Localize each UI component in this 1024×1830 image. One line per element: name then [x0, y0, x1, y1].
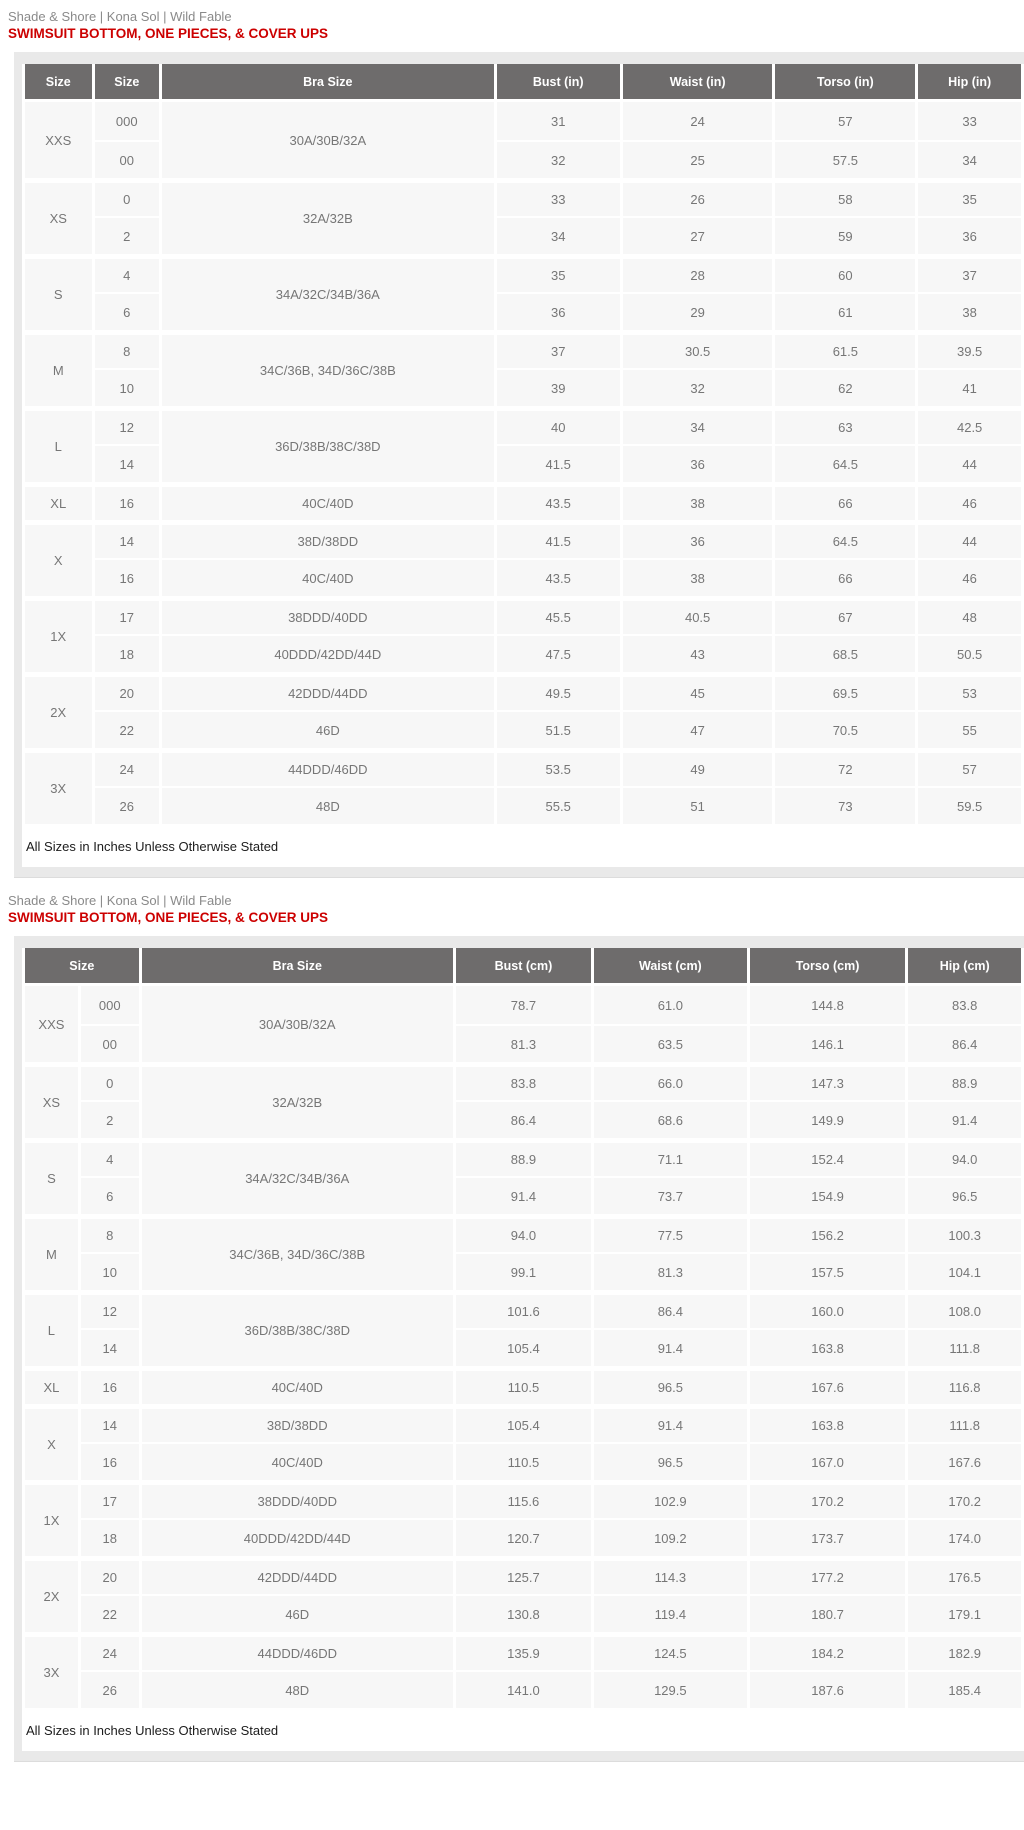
measure-cell: 160.0 [750, 1290, 906, 1328]
measure-cell: 57 [918, 748, 1021, 786]
column-header: Torso (in) [775, 64, 915, 102]
bra-size-cell: 44DDD/46DD [142, 1632, 453, 1670]
measure-cell: 96.5 [594, 1366, 747, 1404]
size-num-cell: 16 [81, 1442, 139, 1480]
size-chart-container-cm [14, 936, 1024, 1762]
measure-cell: 157.5 [750, 1252, 906, 1290]
column-header: Size [25, 64, 92, 102]
size-num-cell: 20 [95, 672, 160, 710]
measure-cell: 88.9 [456, 1138, 591, 1176]
size-num-cell: 17 [95, 596, 160, 634]
size-num-cell: 22 [95, 710, 160, 748]
size-num-cell: 14 [95, 444, 160, 482]
size-num-cell: 2 [95, 216, 160, 254]
measure-cell: 57.5 [775, 140, 915, 178]
measure-cell: 47 [623, 710, 773, 748]
measure-cell: 36 [623, 444, 773, 482]
measure-cell: 170.2 [908, 1480, 1021, 1518]
table-row [25, 330, 1021, 368]
bra-size-cell: 38DDD/40DD [142, 1480, 453, 1518]
measure-cell: 111.8 [908, 1404, 1021, 1442]
measure-cell: 163.8 [750, 1328, 906, 1366]
size-num-cell: 000 [81, 986, 139, 1024]
measure-cell: 110.5 [456, 1366, 591, 1404]
measure-cell: 59.5 [918, 786, 1021, 824]
size-group-cell: X [25, 1404, 78, 1480]
size-num-cell: 8 [95, 330, 160, 368]
table-row [25, 178, 1021, 216]
measure-cell: 94.0 [908, 1138, 1021, 1176]
size-num-cell: 0 [95, 178, 160, 216]
measure-cell: 36 [918, 216, 1021, 254]
measure-cell: 32 [497, 140, 620, 178]
table-row [25, 1404, 1021, 1442]
size-group-cell: XS [25, 178, 92, 254]
measure-cell: 57 [775, 102, 915, 140]
measure-cell: 61 [775, 292, 915, 330]
table-row [25, 558, 1021, 596]
page-head [0, 884, 1024, 936]
measure-cell: 83.8 [908, 986, 1021, 1024]
measure-cell: 55 [918, 710, 1021, 748]
measure-cell: 31 [497, 102, 620, 140]
measure-cell: 177.2 [750, 1556, 906, 1594]
table-row [25, 748, 1021, 786]
bra-size-cell: 48D [162, 786, 494, 824]
size-num-cell: 16 [95, 558, 160, 596]
size-num-cell: 18 [81, 1518, 139, 1556]
measure-cell: 96.5 [594, 1442, 747, 1480]
measure-cell: 43.5 [497, 558, 620, 596]
size-group-cell: XXS [25, 986, 78, 1062]
measure-cell: 170.2 [750, 1480, 906, 1518]
measure-cell: 167.6 [750, 1366, 906, 1404]
measure-cell: 147.3 [750, 1062, 906, 1100]
size-num-cell: 17 [81, 1480, 139, 1518]
measure-cell: 185.4 [908, 1670, 1021, 1708]
size-num-cell: 2 [81, 1100, 139, 1138]
measure-cell: 104.1 [908, 1252, 1021, 1290]
column-header: Size [25, 948, 139, 986]
measure-cell: 58 [775, 178, 915, 216]
table-row [25, 1442, 1021, 1480]
measure-cell: 44 [918, 520, 1021, 558]
size-group-cell: XL [25, 1366, 78, 1404]
table-row [25, 520, 1021, 558]
bra-size-cell: 42DDD/44DD [162, 672, 494, 710]
measure-cell: 101.6 [456, 1290, 591, 1328]
measure-cell: 149.9 [750, 1100, 906, 1138]
table-panel [22, 64, 1024, 867]
size-group-cell: S [25, 1138, 78, 1214]
measure-cell: 41 [918, 368, 1021, 406]
measure-cell: 91.4 [594, 1328, 747, 1366]
measure-cell: 35 [918, 178, 1021, 216]
table-row [25, 1594, 1021, 1632]
measure-cell: 108.0 [908, 1290, 1021, 1328]
measure-cell: 70.5 [775, 710, 915, 748]
measure-cell: 64.5 [775, 520, 915, 558]
size-num-cell: 10 [95, 368, 160, 406]
size-num-cell: 16 [95, 482, 160, 520]
measure-cell: 135.9 [456, 1632, 591, 1670]
measure-cell: 96.5 [908, 1176, 1021, 1214]
column-header: Hip (in) [918, 64, 1021, 102]
size-num-cell: 6 [95, 292, 160, 330]
measure-cell: 156.2 [750, 1214, 906, 1252]
measure-cell: 38 [918, 292, 1021, 330]
measure-cell: 73 [775, 786, 915, 824]
measure-cell: 129.5 [594, 1670, 747, 1708]
measure-cell: 61.0 [594, 986, 747, 1024]
measure-cell: 163.8 [750, 1404, 906, 1442]
size-num-cell: 12 [95, 406, 160, 444]
bra-size-cell: 34A/32C/34B/36A [142, 1138, 453, 1214]
size-num-cell: 12 [81, 1290, 139, 1328]
column-header: Bust (cm) [456, 948, 591, 986]
size-num-cell: 6 [81, 1176, 139, 1214]
measure-cell: 45.5 [497, 596, 620, 634]
column-header: Waist (cm) [594, 948, 747, 986]
measure-cell: 86.4 [908, 1024, 1021, 1062]
table-row [25, 710, 1021, 748]
measure-cell: 36 [623, 520, 773, 558]
measure-cell: 67 [775, 596, 915, 634]
measure-cell: 46 [918, 482, 1021, 520]
measure-cell: 49.5 [497, 672, 620, 710]
measure-cell: 114.3 [594, 1556, 747, 1594]
measure-cell: 167.0 [750, 1442, 906, 1480]
measure-cell: 81.3 [456, 1024, 591, 1062]
measure-cell: 66.0 [594, 1062, 747, 1100]
table-row [25, 786, 1021, 824]
measure-cell: 110.5 [456, 1442, 591, 1480]
measure-cell: 141.0 [456, 1670, 591, 1708]
table-row [25, 1480, 1021, 1518]
page-head [0, 0, 1024, 52]
brand-line: Shade & Shore | Kona Sol | Wild Fable [8, 893, 232, 908]
size-num-cell: 4 [81, 1138, 139, 1176]
measure-cell: 167.6 [908, 1442, 1021, 1480]
table-row [25, 1518, 1021, 1556]
measure-cell: 34 [623, 406, 773, 444]
column-header: Bra Size [142, 948, 453, 986]
section-cm [0, 884, 1024, 1762]
table-row [25, 406, 1021, 444]
measure-cell: 25 [623, 140, 773, 178]
measure-cell: 86.4 [594, 1290, 747, 1328]
size-num-cell: 00 [95, 140, 160, 178]
measure-cell: 73.7 [594, 1176, 747, 1214]
size-group-cell: 2X [25, 1556, 78, 1632]
measure-cell: 26 [623, 178, 773, 216]
measure-cell: 120.7 [456, 1518, 591, 1556]
measure-cell: 109.2 [594, 1518, 747, 1556]
column-header: Torso (cm) [750, 948, 906, 986]
size-group-cell: X [25, 520, 92, 596]
measure-cell: 37 [918, 254, 1021, 292]
measure-cell: 48 [918, 596, 1021, 634]
footer-note: All Sizes in Inches Unless Otherwise Stated [22, 827, 1024, 867]
size-group-cell: 3X [25, 748, 92, 824]
measure-cell: 42.5 [918, 406, 1021, 444]
measure-cell: 100.3 [908, 1214, 1021, 1252]
measure-cell: 32 [623, 368, 773, 406]
measure-cell: 43.5 [497, 482, 620, 520]
size-group-cell: M [25, 1214, 78, 1290]
measure-cell: 27 [623, 216, 773, 254]
measure-cell: 146.1 [750, 1024, 906, 1062]
size-num-cell: 26 [81, 1670, 139, 1708]
size-group-cell: L [25, 406, 92, 482]
page-title: SWIMSUIT BOTTOM, ONE PIECES, & COVER UPS [8, 910, 329, 925]
measure-cell: 44 [918, 444, 1021, 482]
measure-cell: 105.4 [456, 1404, 591, 1442]
measure-cell: 180.7 [750, 1594, 906, 1632]
measure-cell: 71.1 [594, 1138, 747, 1176]
bra-size-cell: 30A/30B/32A [162, 102, 494, 178]
size-num-cell: 20 [81, 1556, 139, 1594]
bra-size-cell: 40C/40D [142, 1366, 453, 1404]
bra-size-cell: 38D/38DD [142, 1404, 453, 1442]
bra-size-cell: 44DDD/46DD [162, 748, 494, 786]
footer-note: All Sizes in Inches Unless Otherwise Stated [22, 1711, 1024, 1751]
measure-cell: 187.6 [750, 1670, 906, 1708]
measure-cell: 91.4 [456, 1176, 591, 1214]
measure-cell: 69.5 [775, 672, 915, 710]
measure-cell: 173.7 [750, 1518, 906, 1556]
measure-cell: 81.3 [594, 1252, 747, 1290]
measure-cell: 64.5 [775, 444, 915, 482]
measure-cell: 102.9 [594, 1480, 747, 1518]
size-table-cm [22, 948, 1024, 1708]
measure-cell: 60 [775, 254, 915, 292]
measure-cell: 115.6 [456, 1480, 591, 1518]
measure-cell: 105.4 [456, 1328, 591, 1366]
measure-cell: 88.9 [908, 1062, 1021, 1100]
measure-cell: 39.5 [918, 330, 1021, 368]
measure-cell: 119.4 [594, 1594, 747, 1632]
measure-cell: 125.7 [456, 1556, 591, 1594]
size-chart-container-inches [14, 52, 1024, 878]
column-header: Waist (in) [623, 64, 773, 102]
table-row [25, 1670, 1021, 1708]
measure-cell: 66 [775, 482, 915, 520]
measure-cell: 51 [623, 786, 773, 824]
size-group-cell: 2X [25, 672, 92, 748]
measure-cell: 94.0 [456, 1214, 591, 1252]
size-num-cell: 22 [81, 1594, 139, 1632]
measure-cell: 39 [497, 368, 620, 406]
table-row [25, 596, 1021, 634]
measure-cell: 55.5 [497, 786, 620, 824]
size-num-cell: 18 [95, 634, 160, 672]
size-num-cell: 16 [81, 1366, 139, 1404]
measure-cell: 176.5 [908, 1556, 1021, 1594]
table-row [25, 482, 1021, 520]
measure-cell: 29 [623, 292, 773, 330]
measure-cell: 154.9 [750, 1176, 906, 1214]
bra-size-cell: 46D [162, 710, 494, 748]
measure-cell: 38 [623, 558, 773, 596]
table-row [25, 1138, 1021, 1176]
measure-cell: 45 [623, 672, 773, 710]
measure-cell: 41.5 [497, 444, 620, 482]
measure-cell: 83.8 [456, 1062, 591, 1100]
size-num-cell: 10 [81, 1252, 139, 1290]
measure-cell: 184.2 [750, 1632, 906, 1670]
measure-cell: 152.4 [750, 1138, 906, 1176]
bra-size-cell: 38D/38DD [162, 520, 494, 558]
measure-cell: 53 [918, 672, 1021, 710]
measure-cell: 182.9 [908, 1632, 1021, 1670]
size-num-cell: 24 [95, 748, 160, 786]
measure-cell: 38 [623, 482, 773, 520]
size-group-cell: XL [25, 482, 92, 520]
measure-cell: 62 [775, 368, 915, 406]
brand-line: Shade & Shore | Kona Sol | Wild Fable [8, 9, 232, 24]
bra-size-cell: 34C/36B, 34D/36C/38B [142, 1214, 453, 1290]
bra-size-cell: 34C/36B, 34D/36C/38B [162, 330, 494, 406]
measure-cell: 63.5 [594, 1024, 747, 1062]
table-row [25, 672, 1021, 710]
bra-size-cell: 40C/40D [162, 482, 494, 520]
bra-size-cell: 36D/38B/38C/38D [162, 406, 494, 482]
measure-cell: 68.6 [594, 1100, 747, 1138]
measure-cell: 72 [775, 748, 915, 786]
header-row [25, 64, 1021, 102]
table-row [25, 102, 1021, 140]
bra-size-cell: 40DDD/42DD/44D [162, 634, 494, 672]
section-inches [0, 0, 1024, 878]
measure-cell: 34 [497, 216, 620, 254]
bra-size-cell: 46D [142, 1594, 453, 1632]
size-num-cell: 26 [95, 786, 160, 824]
table-row [25, 1632, 1021, 1670]
table-row [25, 634, 1021, 672]
bra-size-cell: 40DDD/42DD/44D [142, 1518, 453, 1556]
size-group-cell: M [25, 330, 92, 406]
measure-cell: 179.1 [908, 1594, 1021, 1632]
measure-cell: 86.4 [456, 1100, 591, 1138]
measure-cell: 66 [775, 558, 915, 596]
measure-cell: 130.8 [456, 1594, 591, 1632]
measure-cell: 63 [775, 406, 915, 444]
measure-cell: 40 [497, 406, 620, 444]
bra-size-cell: 48D [142, 1670, 453, 1708]
measure-cell: 50.5 [918, 634, 1021, 672]
bra-size-cell: 38DDD/40DD [162, 596, 494, 634]
bra-size-cell: 32A/32B [142, 1062, 453, 1138]
table-row [25, 1556, 1021, 1594]
column-header: Hip (cm) [908, 948, 1021, 986]
measure-cell: 111.8 [908, 1328, 1021, 1366]
measure-cell: 144.8 [750, 986, 906, 1024]
measure-cell: 124.5 [594, 1632, 747, 1670]
bra-size-cell: 36D/38B/38C/38D [142, 1290, 453, 1366]
bra-size-cell: 42DDD/44DD [142, 1556, 453, 1594]
size-num-cell: 14 [81, 1328, 139, 1366]
size-group-cell: XXS [25, 102, 92, 178]
bra-size-cell: 30A/30B/32A [142, 986, 453, 1062]
measure-cell: 24 [623, 102, 773, 140]
measure-cell: 91.4 [594, 1404, 747, 1442]
measure-cell: 37 [497, 330, 620, 368]
table-row [25, 986, 1021, 1024]
measure-cell: 47.5 [497, 634, 620, 672]
column-header: Bust (in) [497, 64, 620, 102]
bra-size-cell: 34A/32C/34B/36A [162, 254, 494, 330]
measure-cell: 77.5 [594, 1214, 747, 1252]
size-table-inches [22, 64, 1024, 824]
size-group-cell: L [25, 1290, 78, 1366]
header-row [25, 948, 1021, 986]
measure-cell: 61.5 [775, 330, 915, 368]
size-num-cell: 24 [81, 1632, 139, 1670]
measure-cell: 53.5 [497, 748, 620, 786]
size-num-cell: 14 [81, 1404, 139, 1442]
bra-size-cell: 40C/40D [162, 558, 494, 596]
measure-cell: 78.7 [456, 986, 591, 1024]
measure-cell: 51.5 [497, 710, 620, 748]
measure-cell: 68.5 [775, 634, 915, 672]
size-group-cell: XS [25, 1062, 78, 1138]
measure-cell: 33 [918, 102, 1021, 140]
table-panel [22, 948, 1024, 1751]
measure-cell: 174.0 [908, 1518, 1021, 1556]
column-header: Size [95, 64, 160, 102]
measure-cell: 91.4 [908, 1100, 1021, 1138]
size-group-cell: 1X [25, 1480, 78, 1556]
page-title: SWIMSUIT BOTTOM, ONE PIECES, & COVER UPS [8, 26, 329, 41]
measure-cell: 40.5 [623, 596, 773, 634]
measure-cell: 41.5 [497, 520, 620, 558]
table-row [25, 1214, 1021, 1252]
size-num-cell: 0 [81, 1062, 139, 1100]
table-row [25, 1290, 1021, 1328]
bra-size-cell: 32A/32B [162, 178, 494, 254]
measure-cell: 43 [623, 634, 773, 672]
size-group-cell: 3X [25, 1632, 78, 1708]
bra-size-cell: 40C/40D [142, 1442, 453, 1480]
size-group-cell: 1X [25, 596, 92, 672]
table-row [25, 1366, 1021, 1404]
table-row [25, 254, 1021, 292]
size-num-cell: 000 [95, 102, 160, 140]
size-num-cell: 14 [95, 520, 160, 558]
size-group-cell: S [25, 254, 92, 330]
table-row [25, 1062, 1021, 1100]
measure-cell: 33 [497, 178, 620, 216]
measure-cell: 116.8 [908, 1366, 1021, 1404]
measure-cell: 36 [497, 292, 620, 330]
measure-cell: 34 [918, 140, 1021, 178]
size-num-cell: 8 [81, 1214, 139, 1252]
measure-cell: 35 [497, 254, 620, 292]
measure-cell: 59 [775, 216, 915, 254]
size-num-cell: 00 [81, 1024, 139, 1062]
column-header: Bra Size [162, 64, 494, 102]
measure-cell: 46 [918, 558, 1021, 596]
measure-cell: 99.1 [456, 1252, 591, 1290]
measure-cell: 28 [623, 254, 773, 292]
measure-cell: 30.5 [623, 330, 773, 368]
measure-cell: 49 [623, 748, 773, 786]
size-num-cell: 4 [95, 254, 160, 292]
